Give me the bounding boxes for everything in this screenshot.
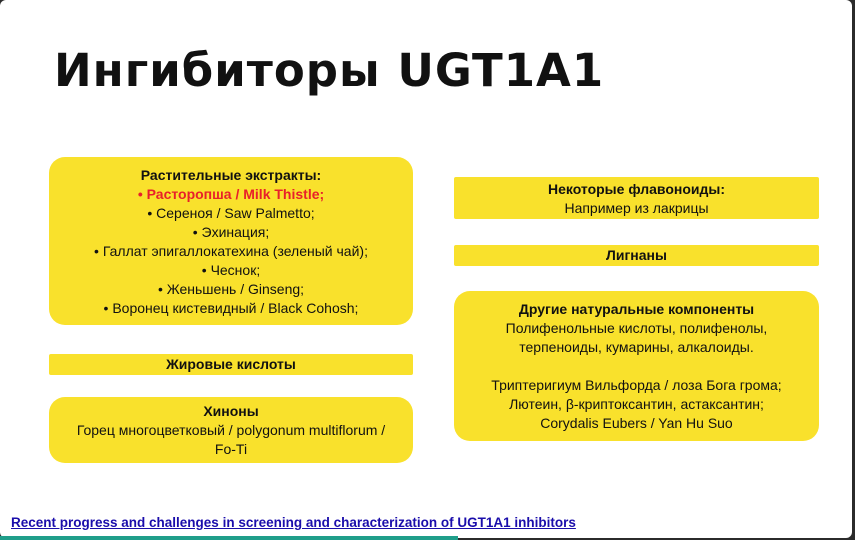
list-item: • Галлат эпигаллокатехина (зеленый чай); [49,242,413,261]
bottom-stripe [0,536,458,540]
fatty-acids-box [49,354,413,375]
quinones-line: Fo-Ti [214,441,248,457]
list-item: • Женьшень / Ginseng; [49,280,413,299]
slide-title: Ингибиторы UGT1A1 [54,44,605,97]
plant-extracts-heading: Растительные экстракты: [140,167,322,183]
list-item: • Расторопша / Milk Thistle; [49,185,413,204]
fatty-acids-heading: Жировые кислоты [166,356,296,372]
flavonoids-heading: Некоторые флавоноиды: [547,181,725,197]
list-item: • Чеснок; [49,261,413,280]
quinones-box [49,397,413,463]
other-components-box [454,291,819,441]
list-item: • Сереноя / Saw Palmetto; [49,204,413,223]
other-components-line: Триптеригиум Вильфорда / лоза Бога грома; [491,377,782,393]
flavonoids-line: Например из лакрицы [564,200,709,216]
plant-extracts-box [49,157,413,325]
spacer [454,357,819,376]
other-components-heading: Другие натуральные компоненты [518,301,755,317]
lignans-box [454,245,819,266]
quinones-heading: Хиноны [203,403,259,419]
list-item: • Воронец кистевидный / Black Cohosh; [49,299,413,318]
list-item: • Эхинация; [49,223,413,242]
quinones-line: Горец многоцветковый / polygonum multiflorum / [76,422,386,438]
reference-link[interactable]: Recent progress and challenges in screening and characterization of UGT1A1 inhibitors [11,515,576,530]
other-components-line: терпеноиды, кумарины, алкалоиды. [519,339,754,355]
flavonoids-box [454,177,819,219]
other-components-line: Corydalis Eubers / Yan Hu Suo [540,415,733,431]
other-components-line: Полифенольные кислоты, полифенолы, [505,320,768,336]
other-components-line: Лютеин, β-криптоксантин, астаксантин; [509,396,764,412]
plant-extracts-list [49,185,413,318]
lignans-heading: Лигнаны [606,247,667,263]
